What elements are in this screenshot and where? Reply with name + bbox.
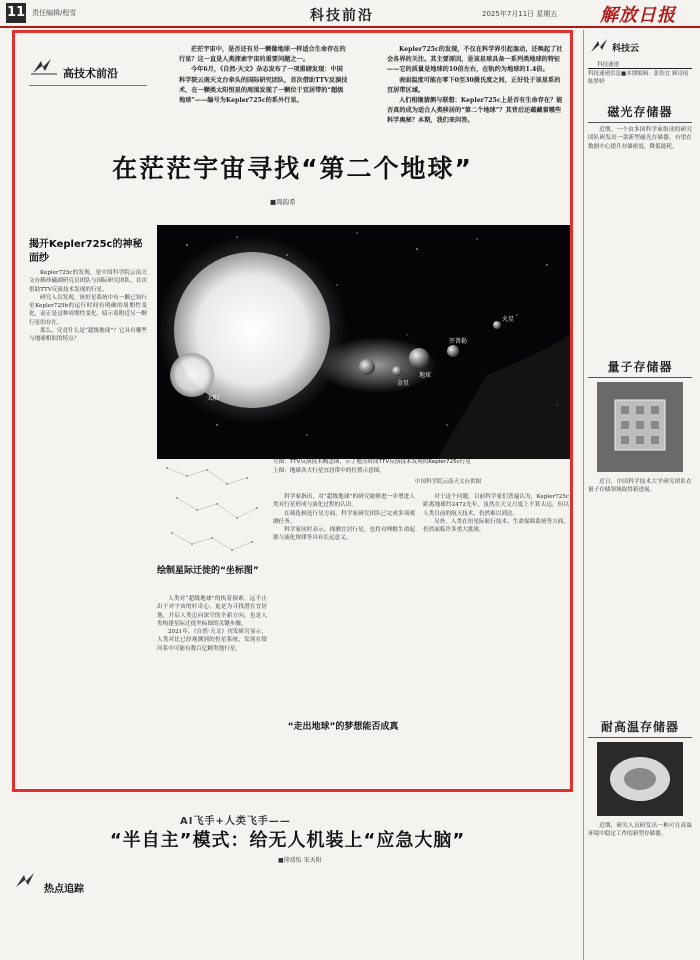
subhead-star-map: 绘制星际迁徙的“坐标图” [157, 566, 259, 576]
label-sun: 太阳 [207, 395, 220, 402]
section-subhead: 揭开Kepler725c的神秘面纱 [29, 239, 143, 264]
bottom-section-label: 热点追踪 [44, 884, 84, 895]
newspaper-logo: 解放日报 [600, 5, 676, 26]
sidebar-heading-quantum: 量子存储器 [607, 360, 673, 374]
article-byline: ■周韵希 [270, 198, 296, 206]
star-logo-icon [31, 57, 57, 75]
issue-date: 2025年7月11日 星期五 [482, 10, 558, 18]
sidebar-heading-rule [588, 737, 692, 738]
ttv-dot-diagram [157, 458, 267, 558]
label-kepler: 开普勒 [449, 338, 468, 345]
sidebar-heading-rule [588, 122, 692, 123]
label-earth: 金星 [397, 380, 410, 387]
heat-resistant-memory-image [597, 742, 683, 816]
sidebar-heading-rule [588, 377, 692, 378]
featured-article[interactable] [12, 30, 573, 792]
image-caption: 左图：TTV反演技术概念图，示了地点时间TTV反演技术发现的Kepler725c行星 上图：地球各大行星宜居带中的位置示意图。 [273, 459, 471, 474]
page-number: 11 [6, 3, 26, 23]
label-venus: 地球 [419, 372, 432, 379]
sidebar-body-3: 近期，研究人员研发出一种可在高温环境中稳定工作的新型存储器。 [588, 823, 692, 838]
image-credit: 中国科学院云南天文台供图 [415, 479, 482, 485]
sidebar-body-2: 近日，中国科学技术大学研究团队在量子存储领域取得新进展。 [588, 479, 692, 494]
sidebar-heading-magneto-optical: 磁光存储器 [607, 105, 673, 119]
space-illustration [157, 225, 570, 459]
sidebar-rule [588, 68, 692, 69]
column-tag: 高技术前沿 [63, 67, 118, 80]
sidebar-intro: 科技速递信息■本期编辑：张怡宜 顾诗雨 陈梦妍 [588, 71, 689, 85]
bottom-article-tag: AI飞手+人类飞手—— [180, 816, 291, 827]
bottom-article-byline: ■徐靖怡 宋天阳 [278, 857, 322, 864]
section-title: 科技前沿 [310, 8, 374, 24]
body-column-3: 科学家指出，对“超级地球”的研究能够进一步增进人类对行星形成与演化过程的认识。 在筛选候选行星方面，科学家研究团队已完成多项观测任务。 科学家同时表示，探测宜居行星，也将对理解生命起源与演化规律等具有长远意义。 [273, 494, 415, 542]
label-mars: 火星 [502, 316, 515, 323]
sidebar-tag: 科技云 [612, 44, 640, 54]
body-column-1: Kepler725c的发现，是中国科学院云南天文台赖珍磁副研究员团队与国际研究团队，首次借助TTV反演技术发现的行星。 研究人员发现，该恒星系统中有一颗已知行星Kepler725b的运行时间有明确的周期性变化，而正是这种周期性变化，暗示着附近另一颗行星的存在。 那么，究竟什么是“超级地球”？它具有哪些与地球相似的特点？ [29, 270, 147, 343]
sidebar-body-1: 近期，一个由多国科学家组成的研究团队研发出一款新型磁光存储器，有望在数据中心提升存储密度，降低能耗。 [588, 127, 692, 150]
solar-system-image [157, 225, 570, 459]
editors-line: 责任编辑/程雪 [32, 9, 77, 17]
body-column-2: 人类对“超级地球”的执着探索，远不止出于对宇宙的好奇心，更是为寻找潜在宜居地，开启人类迈向深空的全新方向，也是人类构建星际迁徙坐标图的关键步骤。 2021年，《自然·天文》刊发研究显示，人类对比已经观测到的恒星系统，发现在银河系中可能有数百亿颗类地行星。 [157, 596, 267, 652]
intro-block-2: Kepler725c的发现，不仅在科学界引起轰动，还唤起了社会各界的关注。其主要原因，是该星球具备一系列类地球的特征——它的质量是地球的10倍左右，在轨约为地球的1.4倍。 表面温度可能在零下0至30摄氏度之间，正好处于该星系的宜居带区域。 人们相继猜测与联想：Kepler725c上是否有生命存在？能否真的成为适合人类移居的“第二个地球”？其背后还蕴藏着哪些科学奥秘？本期，我们来问答。 [387, 46, 563, 125]
sidebar-logo-icon [590, 38, 610, 54]
subhead-leave-earth: “走出地球”的梦想能否成真 [287, 722, 399, 732]
sidebar-subtitle: 科技速递 [597, 62, 620, 68]
tag-rule [29, 85, 147, 86]
sidebar-heading-heat-resistant: 耐高温存储器 [600, 720, 679, 734]
intro-block-1: 茫茫宇宙中，是否还有另一颗像地球一样适合生命存在的行星？这一直是人类探索宇宙的重要问题之一。 今年6月，《自然·天文》杂志发布了一项重磅发现：中国科学院云南天文台牵头的国际研究团队，首次借助TTV反演技术，在一颗类太阳恒星的周围发现了一颗位于宜居带的“超级地球”——编号为Kepler725c的系外行星。 [179, 46, 348, 105]
bottom-article-title: “半自主”模式：给无人机装上“应急大脑” [109, 830, 466, 851]
article-title: 在茫茫宇宙寻找“第二个地球” [112, 154, 473, 183]
hot-topic-logo-icon [14, 871, 40, 889]
quantum-chip-image [597, 382, 683, 472]
page-header [0, 0, 700, 28]
body-column-4: 对于这个问题，目前科学家们普遍认为，Kepler725c距离地球约2472光年，虽然在天文尺度上不算太远，但以人类目前的航天技术，仍然难以到达。 另外，人类在恒星际航行技术、生命保障系统等方面，仍然面临许多重大挑战。 [423, 494, 569, 534]
column-divider [583, 30, 584, 960]
